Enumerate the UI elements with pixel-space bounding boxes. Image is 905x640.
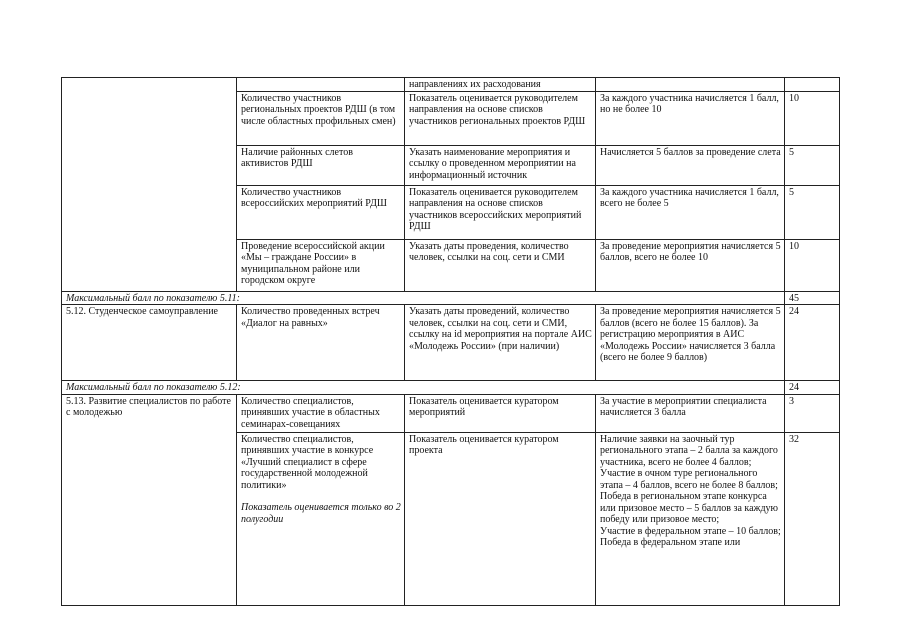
section-cell: 5.12. Студенческое самоуправление <box>62 305 237 381</box>
scoring-cell: За проведение мероприятия начисляется 5 баллов (всего не более 15 баллов). За регистрацию мероприятия в АИС «Молодежь России» начисляется 3 балла (всего не более 9 баллов) <box>596 305 785 381</box>
max-score-row <box>62 291 840 305</box>
section-cell: 5.13. Развитие специалистов по работе с молодежью <box>62 394 237 605</box>
indicator-cell: Количество специалистов, принявших участие в областных семинарах-совещаниях <box>237 394 405 432</box>
scoring-line: Участие в очном туре регионального этапа – 4 баллов, всего не более 8 баллов; <box>600 468 778 491</box>
score-cell: 32 <box>785 432 840 605</box>
method-cell: Указать даты проведения, количество человек, ссылки на соц. сети и СМИ <box>405 239 596 291</box>
indicator-cell: Количество участников региональных проектов РДШ (в том числе областных профильных смен) <box>237 91 405 145</box>
indicator-note: Показатель оценивается только во 2 полугодии <box>241 502 401 525</box>
max-score-value: 45 <box>785 291 840 305</box>
max-score-value: 24 <box>785 381 840 395</box>
scoring-cell: За каждого участника начисляется 1 балл, но не более 10 <box>596 91 785 145</box>
method-cell: Показатель оценивается руководителем направления на основе списков участников всероссийских мероприятий РДШ <box>405 185 596 239</box>
indicator-cell: Количество проведенных встреч «Диалог на равных» <box>237 305 405 381</box>
score-cell: 10 <box>785 239 840 291</box>
indicator-text: Количество специалистов, принявших участие в конкурсе «Лучший специалист в сфере государственной молодежной политики» <box>241 433 374 491</box>
scoring-cell <box>596 432 785 605</box>
max-score-row <box>62 381 840 395</box>
max-score-label: Максимальный балл по показателю 5.12: <box>62 381 785 395</box>
score-cell: 24 <box>785 305 840 381</box>
score-cell <box>785 78 840 92</box>
method-cell: Показатель оценивается куратором проекта <box>405 432 596 605</box>
method-cell: Указать наименование мероприятия и ссылку о проведенном мероприятии на информационный источник <box>405 145 596 185</box>
score-cell: 3 <box>785 394 840 432</box>
scoring-cell: За участие в мероприятии специалиста начисляется 3 балла <box>596 394 785 432</box>
max-score-label: Максимальный балл по показателю 5.11: <box>62 291 785 305</box>
score-cell: 5 <box>785 145 840 185</box>
indicator-cell <box>237 78 405 92</box>
scoring-line: Победа в федеральном этапе или <box>600 537 741 548</box>
method-cell: Указать даты проведений, количество человек, ссылки на соц. сети и СМИ, ссылку на id мероприятия на портале АИС «Молодежь России» (при наличии) <box>405 305 596 381</box>
method-cell: направлениях их расходования <box>405 78 596 92</box>
scoring-cell: Начисляется 5 баллов за проведение слета <box>596 145 785 185</box>
scoring-line: Наличие заявки на заочный тур регионального этапа – 2 балла за каждого участника, всего не более 4 баллов; <box>600 433 778 468</box>
table-row <box>62 78 840 92</box>
table-row <box>62 305 840 381</box>
indicator-cell: Наличие районных слетов активистов РДШ <box>237 145 405 185</box>
score-cell: 5 <box>785 185 840 239</box>
score-cell: 10 <box>785 91 840 145</box>
scoring-line: Участие в федеральном этапе – 10 баллов; <box>600 525 781 537</box>
scoring-cell <box>596 78 785 92</box>
table-row <box>62 394 840 432</box>
scoring-line: Победа в региональном этапе конкурса или призовое место – 5 баллов за каждую победу или призовое место; <box>600 491 779 525</box>
method-cell: Показатель оценивается куратором мероприятий <box>405 394 596 432</box>
scoring-cell: За проведение мероприятия начисляется 5 баллов, всего не более 10 <box>596 239 785 291</box>
indicator-cell: Проведение всероссийской акции «Мы – граждане России» в муниципальном районе или городском округе <box>237 239 405 291</box>
indicator-cell <box>237 432 405 605</box>
scoring-cell: За каждого участника начисляется 1 балл, всего не более 5 <box>596 185 785 239</box>
indicator-cell: Количество участников всероссийских мероприятий РДШ <box>237 185 405 239</box>
criteria-table <box>61 77 840 606</box>
section-cell <box>62 78 237 292</box>
method-cell: Показатель оценивается руководителем направления на основе списков участников региональных проектов РДШ <box>405 91 596 145</box>
